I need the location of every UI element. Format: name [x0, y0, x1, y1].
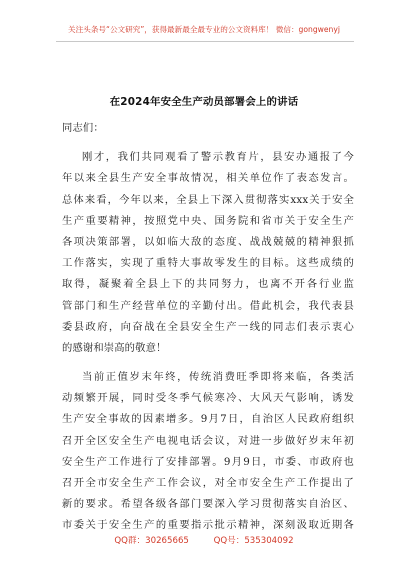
- paragraph-2-line: 生产安全事故的因素增多。9月7日，自治区人民政府组织: [62, 413, 354, 426]
- document-body: [62, 118, 354, 537]
- paragraph-1-line: 生产重要精神，按照党中央、国务院和省市关于安全生产: [62, 214, 354, 227]
- paragraph-1-line: 工作落实，实现了重特大事故零发生的目标。这些成绩的: [62, 257, 354, 270]
- footer-contact: [0, 534, 408, 546]
- paragraph-1-line: 各项决策部署，以如临大敌的态度、战战兢兢的精神狠抓: [62, 235, 354, 248]
- header-divider: [56, 41, 354, 42]
- paragraph-2-line: 召开全区安全生产电视电话会议，对进一步做好岁末年初: [62, 434, 354, 447]
- paragraph-1-line: 取得，凝聚着全县上下的共同努力，也离不开各行业监: [62, 278, 354, 291]
- paragraph-2-line: 召开全市安全生产工作会议，对全市安全生产工作提出了: [62, 477, 354, 489]
- paragraph-1-line: 刚才，我们共同观看了警示教育片，县安办通报了今: [82, 151, 354, 164]
- paragraph-1-line: 的感谢和崇高的敬意！: [62, 341, 167, 354]
- paragraph-2-line: 市委关于安全生产的重要指示批示精神，深刻汲取近期各: [62, 519, 354, 532]
- greeting: 同志们：: [62, 122, 104, 134]
- document-title: 在2024年安全生产动员部署会上的讲话: [109, 96, 299, 108]
- paragraph-2-line: 当前正值岁末年终，传统消费旺季即将来临，各类活: [82, 371, 354, 384]
- paragraph-1-line: 管部门和生产经营单位的辛勤付出。借此机会，我代表县: [62, 299, 354, 312]
- paragraph-1-line: 总体来看，今年以来，全县上下深入贯彻落实xxx关于安全: [62, 193, 354, 206]
- paragraph-1-line: 委县政府，向奋战在全县安全生产一线的同志们表示衷心: [62, 320, 354, 333]
- footer-qq-group: QQ群：30265665: [114, 536, 189, 546]
- paragraph-2-line: 新的要求。希望各级各部门要深入学习贯彻落实自治区、: [62, 498, 354, 511]
- paragraph-2-line: 安全生产工作进行了安排部署。9月9日，市委、市政府也: [62, 455, 354, 468]
- paragraph-1-line: 年以来全县生产安全事故情况，相关单位作了表态发言。: [62, 172, 354, 185]
- footer-qq-number: QQ号：535304092: [213, 536, 294, 546]
- header-promo-note: 关注头条号“公文研究”，获得最新最全最专业的公文资料库！ 微信：gongwenyj: [68, 25, 340, 34]
- paragraph-2-line: 动频繁开展，同时受冬季气候寒冷、大风天气影响，诱发: [62, 392, 354, 405]
